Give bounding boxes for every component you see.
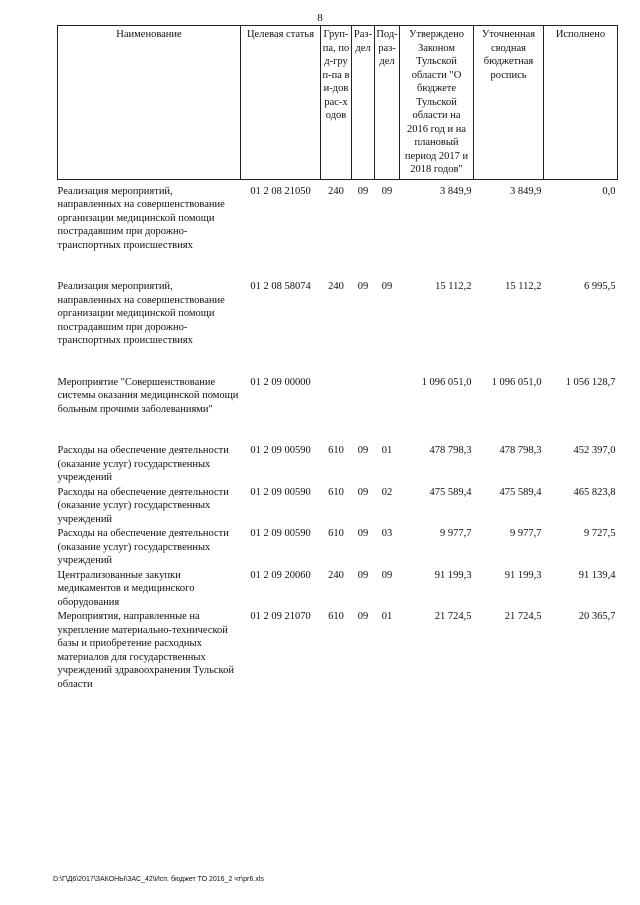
row-executed: 6 995,5 — [584, 281, 616, 292]
row-name: Мероприятие "Совершенствование системы оказания медицинской помощи больным прочими заболеваниями" — [57, 376, 239, 415]
row-approved: 478 798,3 — [429, 445, 472, 456]
row-section: 09 — [357, 185, 369, 197]
row-approved: 3 849,9 — [440, 185, 472, 197]
row-executed: 465 823,8 — [573, 486, 616, 498]
row-revised: 3 849,9 — [510, 185, 542, 197]
table-row — [58, 527, 618, 569]
row-group: 610 — [328, 486, 344, 498]
row-group: 240 — [328, 281, 344, 292]
row-target: 01 2 09 00590 — [250, 445, 311, 456]
row-approved: 9 977,7 — [440, 528, 472, 539]
row-group: 610 — [328, 445, 344, 456]
header-section: Раз-дел — [352, 26, 375, 180]
row-subsection — [375, 376, 400, 445]
row-subsection: 02 — [381, 486, 393, 498]
row-section: 09 — [357, 528, 369, 539]
row-revised: 91 199,3 — [504, 569, 542, 581]
page-number: 8 — [317, 12, 323, 24]
row-section — [352, 376, 375, 445]
row-group: 610 — [328, 528, 344, 539]
row-group: 240 — [328, 569, 344, 581]
row-name: Централизованные закупки медикаментов и медицинского оборудования — [57, 569, 195, 608]
row-revised: 21 724,5 — [504, 611, 542, 622]
header-executed: Исполнено — [544, 26, 618, 180]
row-executed: 0,0 — [602, 185, 616, 197]
row-executed: 452 397,0 — [573, 445, 616, 456]
row-subsection: 09 — [381, 569, 393, 581]
row-target: 01 2 09 21070 — [250, 611, 311, 622]
row-subsection: 03 — [381, 528, 393, 539]
row-group: 610 — [328, 611, 344, 622]
row-approved: 15 112,2 — [435, 281, 472, 292]
row-target: 01 2 09 20060 — [250, 569, 311, 581]
row-target: 01 2 09 00000 — [250, 376, 311, 388]
row-target: 01 2 08 21050 — [250, 185, 311, 197]
footer-file-path: D:\Г\Д6\2017\ЗАКОНЫ\ЗАС_42\Исп. бюджет ТО 2016_2 чт\рг6.xls — [53, 876, 264, 883]
row-executed: 9 727,5 — [584, 528, 616, 539]
row-subsection: 09 — [381, 281, 393, 292]
row-approved: 21 724,5 — [434, 611, 472, 622]
row-approved: 91 199,3 — [434, 569, 472, 581]
row-name: Мероприятия, направленные на укрепление материально-технической базы и приобретение расходных материалов для государственных учреждений здравоохранения Тульской области — [57, 611, 234, 690]
table-row — [58, 569, 618, 611]
row-revised: 1 096 051,0 — [491, 376, 542, 388]
row-name: Реализация мероприятий, направленных на совершенствование организации медицинской помощи пострадавшим при дорожно-транспортных происшествиях — [57, 281, 225, 346]
table-row — [58, 486, 618, 528]
row-group — [321, 376, 352, 445]
header-target: Целевая статья — [241, 26, 321, 180]
header-name: Наименование — [58, 26, 241, 180]
row-section: 09 — [357, 611, 369, 622]
row-name: Реализация мероприятий, направленных на совершенствование организации медицинской помощи пострадавшим при дорожно-транспортных происшествиях — [57, 185, 225, 251]
row-subsection: 01 — [381, 445, 393, 456]
row-subsection: 09 — [381, 185, 393, 197]
table-header-row — [58, 26, 618, 180]
row-approved: 1 096 051,0 — [421, 376, 472, 388]
header-subsection: Под-раз-дел — [375, 26, 400, 180]
header-approved: Утверждено Законом Тульской области "О бюджете Тульской области на 2016 год и на плановый период 2017 и 2018 годов" — [400, 26, 474, 180]
row-target: 01 2 09 00590 — [250, 528, 311, 539]
row-section: 09 — [357, 569, 369, 581]
table-row — [58, 179, 618, 280]
row-revised: 475 589,4 — [499, 486, 542, 498]
row-target: 01 2 08 58074 — [250, 281, 311, 292]
row-revised: 15 112,2 — [505, 281, 542, 292]
budget-table — [57, 25, 618, 691]
row-executed: 1 056 128,7 — [565, 376, 616, 388]
row-target: 01 2 09 00590 — [250, 486, 311, 498]
table-row — [58, 280, 618, 376]
row-name: Расходы на обеспечение деятельности (оказание услуг) государственных учреждений — [57, 528, 229, 566]
row-revised: 478 798,3 — [499, 445, 542, 456]
row-subsection: 01 — [381, 611, 393, 622]
row-name: Расходы на обеспечение деятельности (оказание услуг) государственных учреждений — [57, 445, 229, 483]
row-executed: 20 365,7 — [578, 611, 616, 622]
table-row — [58, 444, 618, 486]
header-revised: Уточненная сводная бюджетная роспись — [474, 26, 544, 180]
row-executed: 91 139,4 — [578, 569, 616, 581]
row-name: Расходы на обеспечение деятельности (оказание услуг) государственных учреждений — [57, 486, 229, 525]
table-row — [58, 610, 618, 691]
row-section: 09 — [357, 281, 369, 292]
row-approved: 475 589,4 — [429, 486, 472, 498]
row-revised: 9 977,7 — [510, 528, 542, 539]
row-section: 09 — [357, 486, 369, 498]
table-row — [58, 376, 618, 445]
header-group: Груп-па, под-груп-па ви-дов рас-ходов — [321, 26, 352, 180]
row-section: 09 — [357, 445, 369, 456]
row-group: 240 — [328, 185, 344, 197]
